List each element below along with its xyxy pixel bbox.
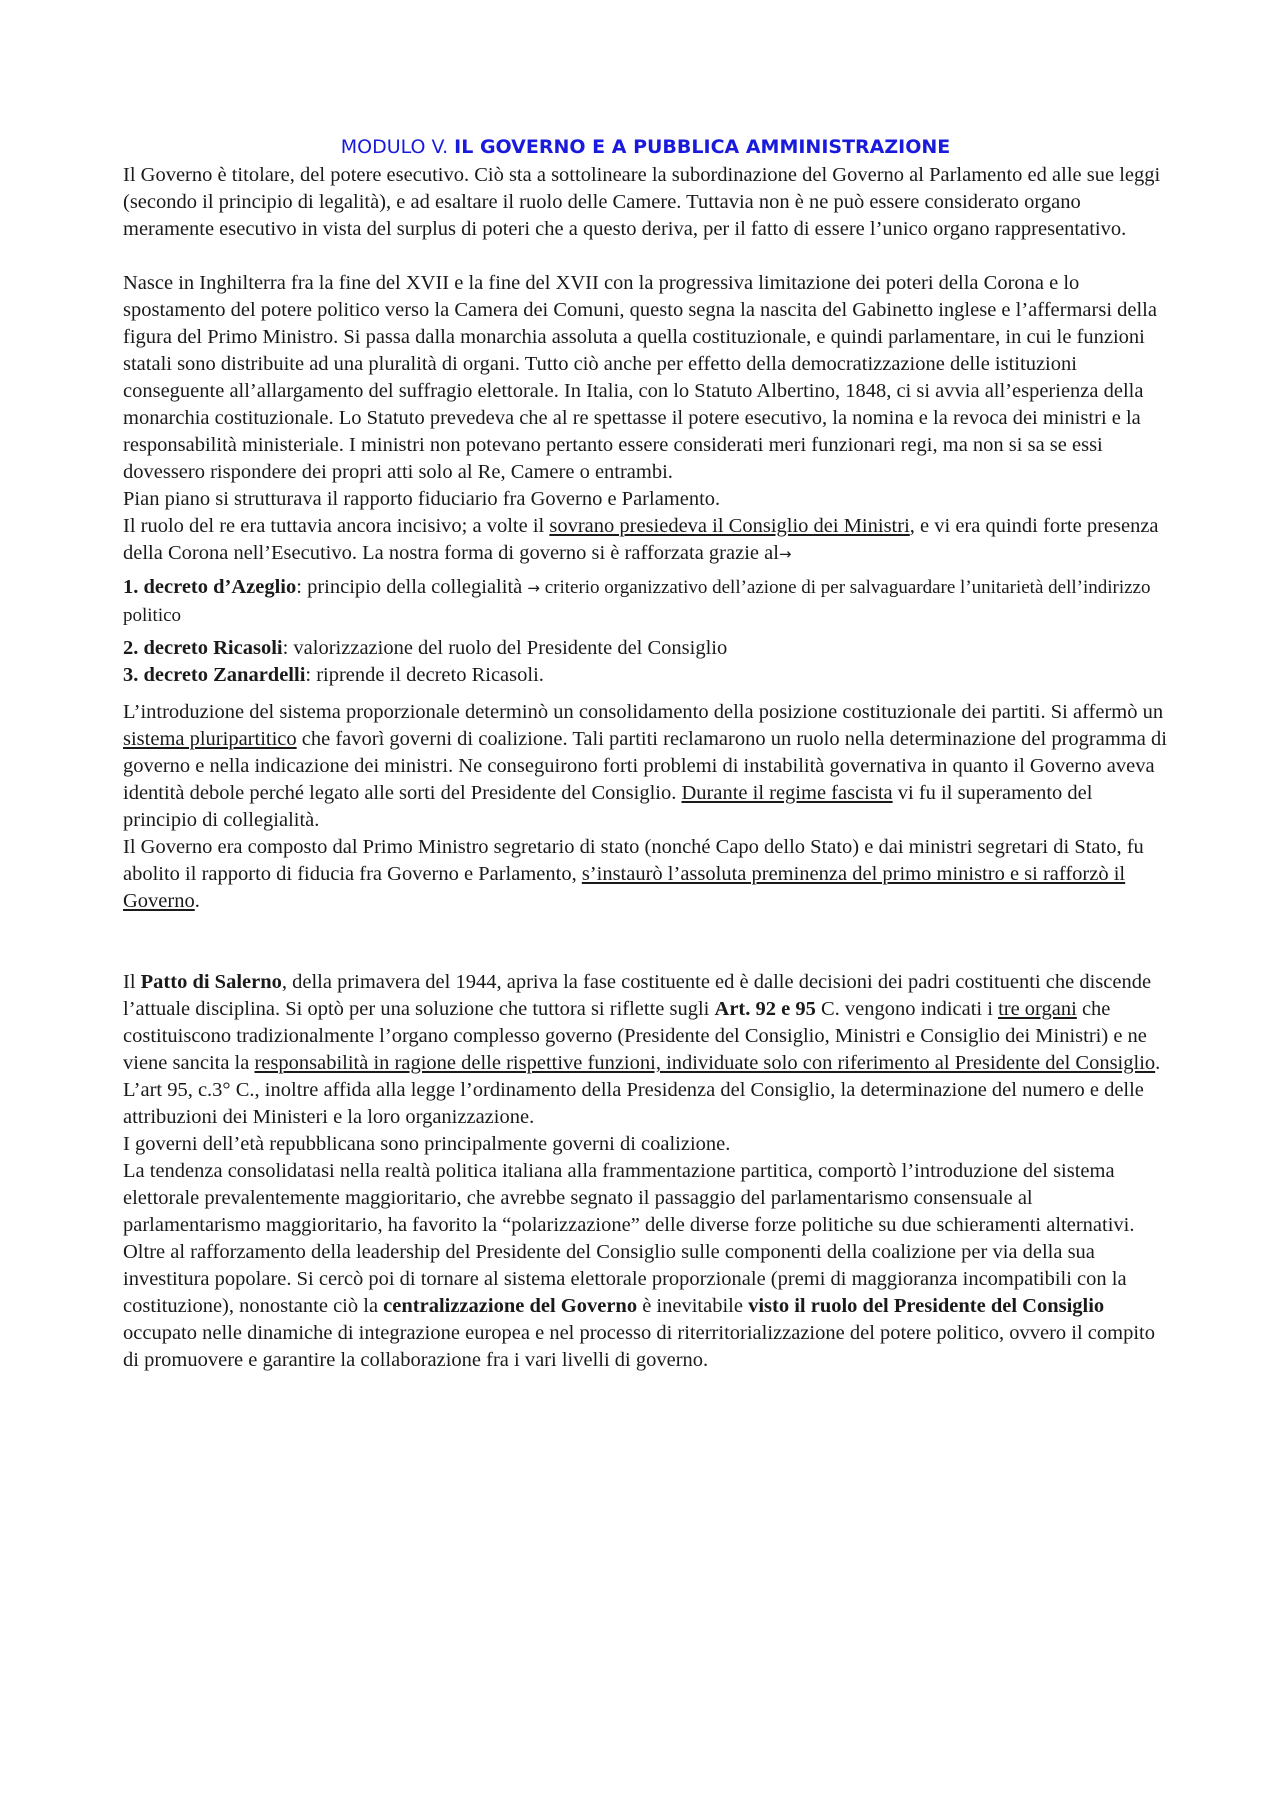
king-role-paragraph xyxy=(123,513,1168,568)
document-title xyxy=(123,134,1168,160)
king-role-underlined: sovrano presiedeva il Consiglio dei Ministri xyxy=(549,515,910,537)
decree-item-zanardelli xyxy=(123,662,1168,689)
tendency-paragraph xyxy=(123,1158,1168,1374)
tendency-bold-1: centralizzazione del Governo xyxy=(383,1295,638,1317)
fascist-text: Il Governo era composto dal Primo Ministro segretario di stato (nonché Capo dello Stato) e dai ministri segretari di Stato, fu abolito il rapporto di fiducia fra Governo e Parlamento, xyxy=(123,836,1144,885)
salerno-text: Il xyxy=(123,971,141,993)
salerno-text: . xyxy=(1155,1052,1161,1074)
decree-small-text: criterio organizzativo dell’azione di per salvaguardare l’unitarietà dell’indirizzo politico xyxy=(123,577,1151,626)
salerno-bold-2: Art. 92 e 95 xyxy=(714,998,816,1020)
fascist-text: . xyxy=(194,890,200,912)
paragraph-gap xyxy=(123,915,1168,969)
fascist-underlined: s’instaurò l’assoluta preminenza del primo ministro e si rafforzò il Governo xyxy=(123,863,1126,912)
decree-label: 1. decreto d’Azeglio xyxy=(123,576,297,598)
decree-item-azeglio xyxy=(123,574,1168,629)
title-prefix: MODULO V. xyxy=(340,136,455,158)
proportional-underlined-2: Durante il regime fascista xyxy=(681,782,893,804)
proportional-text: vi fu il superamento del principio di collegialità. xyxy=(123,782,1093,831)
right-arrow-icon: → xyxy=(778,545,792,563)
salerno-text: che costituiscono tradizionalmente l’organo complesso governo (Presidente del Consiglio, Ministri e Consiglio dei Ministri) e ne viene sancita la xyxy=(123,998,1147,1074)
tendency-text: La tendenza consolidatasi nella realtà politica italiana alla frammentazione partitica, comportò l’introduzione del sistema elettorale prevalentemente maggioritario, che avrebbe segnato il passaggio del parlamentarismo consensuale al parlamentarismo maggioritario, ha favorito la “polarizzazione” delle diverse forze politiche su due schieramenti alternativi. Oltre al rafforzamento della leadership del Presidente del Consiglio sulle componenti della coalizione per via della sua investitura popolare. Si cercò poi di tornare al sistema elettorale proporzionale (premi di maggioranza incompatibili con la costituzione), nonostante ciò la xyxy=(123,1160,1135,1317)
fiduciary-paragraph: Pian piano si strutturava il rapporto fiduciario fra Governo e Parlamento. xyxy=(123,488,721,510)
decree-text: : valorizzazione del ruolo del Presidente del Consiglio xyxy=(282,637,728,659)
salerno-paragraph xyxy=(123,969,1168,1077)
decree-item-ricasoli xyxy=(123,635,1168,662)
art95-paragraph: L’art 95, c.3° C., inoltre affida alla legge l’ordinamento della Presidenza del Consiglio, la determinazione del numero e delle attribuzioni dei Ministeri e la loro organizzazione. xyxy=(123,1079,1144,1128)
salerno-text: , della primavera del 1944, apriva la fase costituente ed è dalle decisioni dei padri costituenti che discende l’attuale disciplina. Si optò per una soluzione che tuttora si riflette sugli xyxy=(123,971,1152,1020)
right-arrow-icon: → xyxy=(527,579,540,597)
proportional-paragraph xyxy=(123,699,1168,834)
decree-text: : principio della collegialità xyxy=(296,576,528,598)
document-page xyxy=(123,134,1168,1374)
tendency-text: occupato nelle dinamiche di integrazione europea e nel processo di riterritorializzazione del potere politico, ovvero il compito di promuovere e garantire la collaborazione fra i vari livelli di governo. xyxy=(123,1322,1155,1371)
tendency-text: è inevitabile xyxy=(637,1295,749,1317)
king-role-text: Il ruolo del re era tuttavia ancora incisivo; a volte il xyxy=(123,515,550,537)
salerno-bold-1: Patto di Salerno xyxy=(140,971,282,993)
republic-paragraph: I governi dell’età repubblicana sono principalmente governi di coalizione. xyxy=(123,1133,731,1155)
proportional-underlined-1: sistema pluripartitico xyxy=(123,728,297,750)
king-role-text-after: , e vi era quindi forte presenza della Corona nell’Esecutivo. La nostra forma di governo si è rafforzata grazie al xyxy=(123,515,1159,564)
history-paragraph: Nasce in Inghilterra fra la fine del XVII e la fine del XVII con la progressiva limitazione dei poteri della Corona e lo spostamento del potere politico verso la Camera dei Comuni, questo segna la nascita del Gabinetto inglese e l’affermarsi della figura del Primo Ministro. Si passa dalla monarchia assoluta a quella costituzionale, e quindi parlamentare, in cui le funzioni statali sono distribuite ad una pluralità di organi. Tutto ciò anche per effetto della democratizzazione delle istituzioni conseguente all’allargamento del suffragio elettorale. In Italia, con lo Statuto Albertino, 1848, ci si avvia all’esperienza della monarchia costituzionale. Lo Statuto prevedeva che al re spettasse il potere esecutivo, la nomina e la revoca dei ministri e la responsabilità ministeriale. I ministri non potevano pertanto essere considerati meri funzionari regi, ma non si sa se essi dovessero rispondere dei propri atti solo al Re, Camere o entrambi. xyxy=(123,272,1157,483)
decree-label: 2. decreto Ricasoli xyxy=(123,637,283,659)
decree-text: : riprende il decreto Ricasoli. xyxy=(305,664,544,686)
title-main: IL GOVERNO E A PUBBLICA AMMINISTRAZIONE xyxy=(454,136,951,158)
salerno-underlined-1: tre organi xyxy=(998,998,1077,1020)
fascist-paragraph xyxy=(123,834,1168,915)
salerno-underlined-2: responsabilità in ragione delle rispettive funzioni, individuate solo con riferimento al Presidente del Consiglio xyxy=(254,1052,1156,1074)
salerno-text: C. vengono indicati i xyxy=(815,998,999,1020)
intro-paragraph: Il Governo è titolare, del potere esecutivo. Ciò sta a sottolineare la subordinazione del Governo al Parlamento ed alle sue leggi (secondo il principio di legalità), e ad esaltare il ruolo delle Camere. Tuttavia non è ne può essere considerato organo meramente esecutivo in vista del surplus di poteri che a questo deriva, per il fatto di essere l’unico organo rappresentativo. xyxy=(123,164,1161,240)
proportional-text: che favorì governi di coalizione. Tali partiti reclamarono un ruolo nella determinazione del programma di governo e nella indicazione dei ministri. Ne conseguirono forti problemi di instabilità governativa in quanto il Governo aveva identità debole perché legato alle sorti del Presidente del Consiglio. xyxy=(123,728,1167,804)
paragraph-gap xyxy=(123,243,1168,270)
decree-label: 3. decreto Zanardelli xyxy=(123,664,306,686)
tendency-bold-2: visto il ruolo del Presidente del Consiglio xyxy=(748,1295,1105,1317)
proportional-text: L’introduzione del sistema proporzionale determinò un consolidamento della posizione costituzionale dei partiti. Si affermò un xyxy=(123,701,1164,723)
